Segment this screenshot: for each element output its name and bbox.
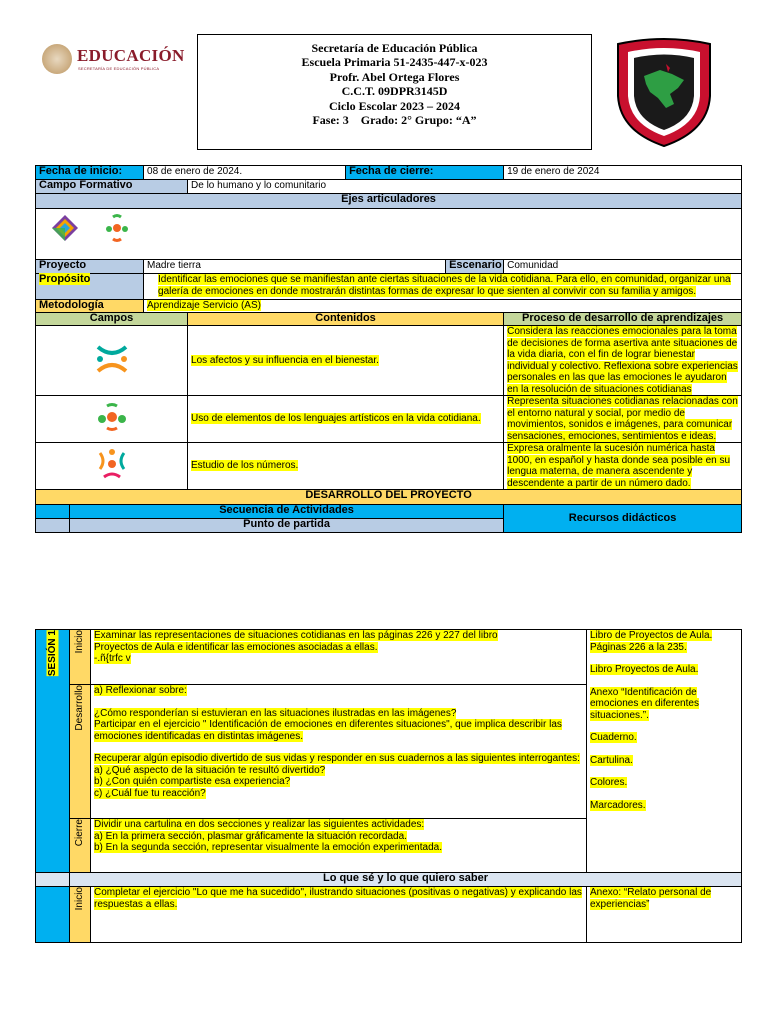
- desarrollo-line: c) ¿Cuál fue tu reacción?: [94, 787, 206, 799]
- title-line: Escuela Primaria 51-2435-447-x-023: [301, 55, 488, 70]
- title-line: Ciclo Escolar 2023 – 2024: [328, 98, 461, 113]
- campo-icon-cell: [36, 326, 188, 396]
- fecha-inicio-value: 08 de enero de 2024.: [144, 166, 346, 180]
- session-table: [35, 629, 742, 943]
- desarrollo-label: Desarrollo: [74, 685, 86, 731]
- logo-word: EDUCACIÓN: [77, 46, 185, 65]
- contenido-text: Uso de elementos de los lenguajes artísticos en la vida cotidiana.: [191, 413, 481, 425]
- lenguajes-icon: [92, 402, 132, 432]
- metodologia-label: Metodología: [36, 300, 144, 313]
- fecha-cierre-value: 19 de enero de 2024: [504, 166, 742, 180]
- punto-partida-header: Punto de partida: [70, 519, 504, 533]
- proposito-text: Identificar las emociones que se manifiestan ante ciertas situaciones de la vida cotidiana. Para ello, en comunidad, organizar una galería de emociones en donde mostrarán distintas formas de expresar lo que sienten al convivir con su familia y amigos.: [158, 274, 731, 297]
- school-shield-logo: [608, 36, 720, 148]
- inicio2-label: Inicio: [74, 887, 86, 911]
- escenario-value: Comunidad: [504, 260, 742, 274]
- col-proceso: Proceso de desarrollo de aprendizajes: [504, 313, 742, 326]
- desarrollo-line: ¿Cómo responderían si estuvieran en las situaciones ilustradas en las imágenes?: [94, 707, 457, 719]
- session-label: SESIÓN 1: [46, 630, 58, 677]
- contenido-text: Los afectos y su influencia en el bienestar.: [191, 354, 379, 366]
- etica-naturaleza-icon: [92, 339, 132, 379]
- inicio-line: -.ñ{trfc v: [94, 653, 131, 664]
- cierre-label: Cierre: [74, 819, 86, 847]
- inicio-line: Proyectos de Aula e identificar las emociones asociadas a ellas.: [94, 641, 378, 653]
- desarrollo-line: Recuperar algún episodio divertido de sus vidas y responder en sus cuadernos a las siguientes interrogantes:: [94, 753, 580, 764]
- recurso-item: Cartulina.: [590, 754, 633, 766]
- recurso-item: Marcadores.: [590, 799, 646, 811]
- col-contenidos: Contenidos: [188, 313, 504, 326]
- saberes-icon: [92, 447, 132, 481]
- ejes-icons-cell: [36, 209, 742, 260]
- cierre-line: a) En la primera sección, plasmar gráficamente la situación recordada.: [94, 830, 407, 842]
- recurso2-item: Anexo: “Relato personal de experiencias”: [590, 887, 712, 910]
- proposito-label: Propósito: [39, 273, 91, 285]
- desarrollo-line: b) ¿Con quién compartiste esa experiencia?: [94, 776, 291, 787]
- recursos-header: Recursos didácticos: [504, 505, 742, 533]
- plan-table: [35, 165, 742, 533]
- fecha-inicio-label: Fecha de inicio:: [36, 166, 144, 180]
- desarrollo-line: Participar en el ejercicio " Identificación de emociones en diferentes situaciones", que implica describir las emociones identificadas en distintas imágenes.: [94, 719, 562, 742]
- recurso-item: Colores.: [590, 777, 628, 788]
- campo-icon-cell: [36, 443, 188, 490]
- title-line: C.C.T. 09DPR3145D: [341, 84, 448, 99]
- lo-que-se-header: Lo que sé y lo que quiero saber: [70, 873, 742, 887]
- desarrollo-header: DESARROLLO DEL PROYECTO: [36, 490, 742, 505]
- session-label-cell: [36, 630, 70, 873]
- proceso-text: Representa situaciones cotidianas relacionadas con el entorno natural y social, por medio de movimientos, sonidos e imágenes, para comunicar sensaciones, emociones, sentimientos e ideas.: [507, 396, 738, 442]
- title-line: Secretaría de Educación Pública: [311, 41, 478, 55]
- col-campos: Campos: [36, 313, 188, 326]
- proceso-text: Considera las reacciones emocionales para la toma de decisiones de forma asertiva ante situaciones de la vida diaria, con el fin de lograr bienestar individual y colectivo. Reflexiona sobre experiencias personales en las que las emociones le ayudaron en la resolución de situaciones cotidianas: [507, 326, 738, 395]
- desarrollo-line: a) Reflexionar sobre:: [94, 685, 187, 696]
- recurso-item: Libro de Proyectos de Aula. Páginas 226 a la 235.: [590, 630, 713, 653]
- campo-formativo-value: De lo humano y lo comunitario: [188, 180, 742, 194]
- proyecto-label: Proyecto: [36, 260, 144, 274]
- recurso-item: Cuaderno.: [590, 732, 637, 743]
- inicio2-text: Completar el ejercicio "Lo que me ha sucedido", ilustrando situaciones (positivas o negativas) y explicando las respuestas a ellas.: [94, 887, 582, 910]
- school-info-box: [197, 34, 592, 150]
- desarrollo-line: a) ¿Qué aspecto de la situación te resultó divertido?: [94, 764, 326, 776]
- logo-subtitle: SECRETARÍA DE EDUCACIÓN PÚBLICA: [78, 66, 160, 71]
- escenario-label: Escenario: [446, 260, 504, 274]
- educacion-logo: [42, 44, 185, 76]
- title-line: Fase: 3 Grado: 2° Grupo: “A”: [312, 113, 477, 128]
- national-seal-icon: [42, 44, 72, 74]
- cierre-line: Dividir una cartulina en dos secciones y realizar las siguientes actividades:: [94, 819, 425, 830]
- ejes-header: Ejes articuladores: [36, 194, 742, 209]
- cierre-line: b) En la segunda sección, representar visualmente la emoción experimentada.: [94, 842, 442, 853]
- recursos-list: [587, 630, 742, 873]
- proceso-text: Expresa oralmente la sucesión numérica hasta 1000, en español y hasta donde sea posible en su lengua materna, de manera ascendente y descendente a partir de un número dado.: [507, 443, 731, 489]
- campo-formativo-label: Campo Formativo: [36, 180, 188, 194]
- inclusion-icon: [50, 213, 80, 243]
- title-line: Profr. Abel Ortega Flores: [329, 69, 460, 84]
- fecha-cierre-label: Fecha de cierre:: [346, 166, 504, 180]
- secuencia-header: Secuencia de Actividades: [70, 505, 504, 519]
- contenido-text: Estudio de los números.: [191, 460, 299, 472]
- artes-icon: [101, 213, 133, 243]
- campo-icon-cell: [36, 396, 188, 443]
- proyecto-value: Madre tierra: [144, 260, 446, 274]
- recurso-item: Anexo “Identificación de emociones en diferentes situaciones.”.: [590, 686, 699, 721]
- metodologia-value: Aprendizaje Servicio (AS): [147, 300, 261, 311]
- inicio-label: Inicio: [74, 630, 86, 654]
- recurso-item: Libro Proyectos de Aula.: [590, 664, 699, 675]
- inicio-line: Examinar las representaciones de situaciones cotidianas en las páginas 226 y 227 del libro: [94, 630, 498, 641]
